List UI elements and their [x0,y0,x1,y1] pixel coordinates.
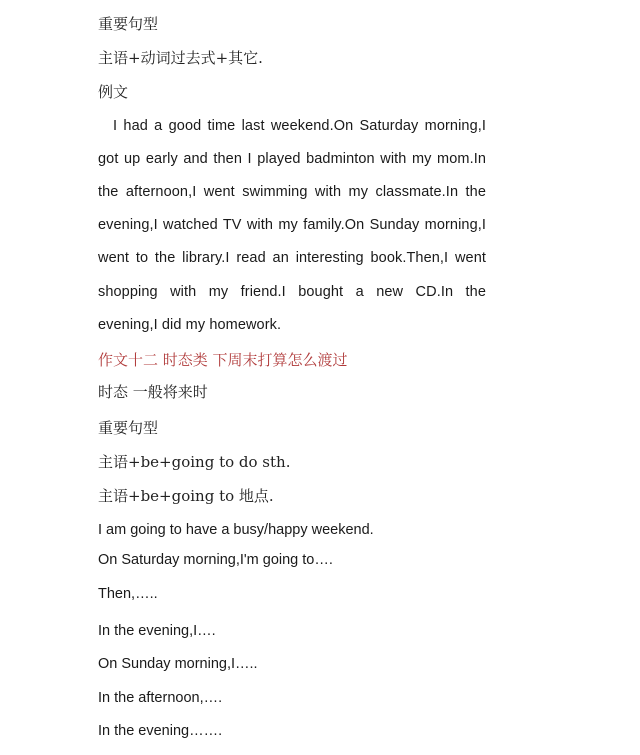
section-title: 作文十二 时态类 下周末打算怎么渡过 [98,351,348,369]
example-line: got up early and then I played badminton with my mom.In [98,151,486,167]
template-line: On Saturday morning,I'm going to…. [98,552,333,568]
example-line: evening,I did my homework. [98,317,282,333]
template-line: In the evening,I…. [98,623,216,639]
template-line: I am going to have a busy/happy weekend. [98,522,374,538]
template-line: In the afternoon,…. [98,690,223,706]
sentence-pattern: 主语+动词过去式+其它. [98,49,263,67]
example-line: the afternoon,I went swimming with my classmate.In the [98,184,486,200]
key-sentences-heading: 重要句型 [98,419,159,437]
sentence-pattern: 主语+be+going to do sth. [98,453,291,471]
template-line: On Sunday morning,I….. [98,656,258,672]
example-line: evening,I watched TV with my family.On Sunday morning,I [98,217,486,233]
example-line: went to the library.I read an interesting book.Then,I went [98,250,486,266]
tense-label: 时态 一般将来时 [98,383,208,401]
example-line: I had a good time last weekend.On Saturday morning,I [113,118,486,134]
sentence-pattern: 主语+be+going to 地点. [98,487,274,505]
example-heading: 例文 [98,83,129,101]
key-sentences-heading: 重要句型 [98,15,159,33]
template-line: Then,….. [98,586,158,602]
template-line: In the evening……. [98,723,223,739]
example-line: shopping with my friend.I bought a new CD.In the [98,284,486,300]
